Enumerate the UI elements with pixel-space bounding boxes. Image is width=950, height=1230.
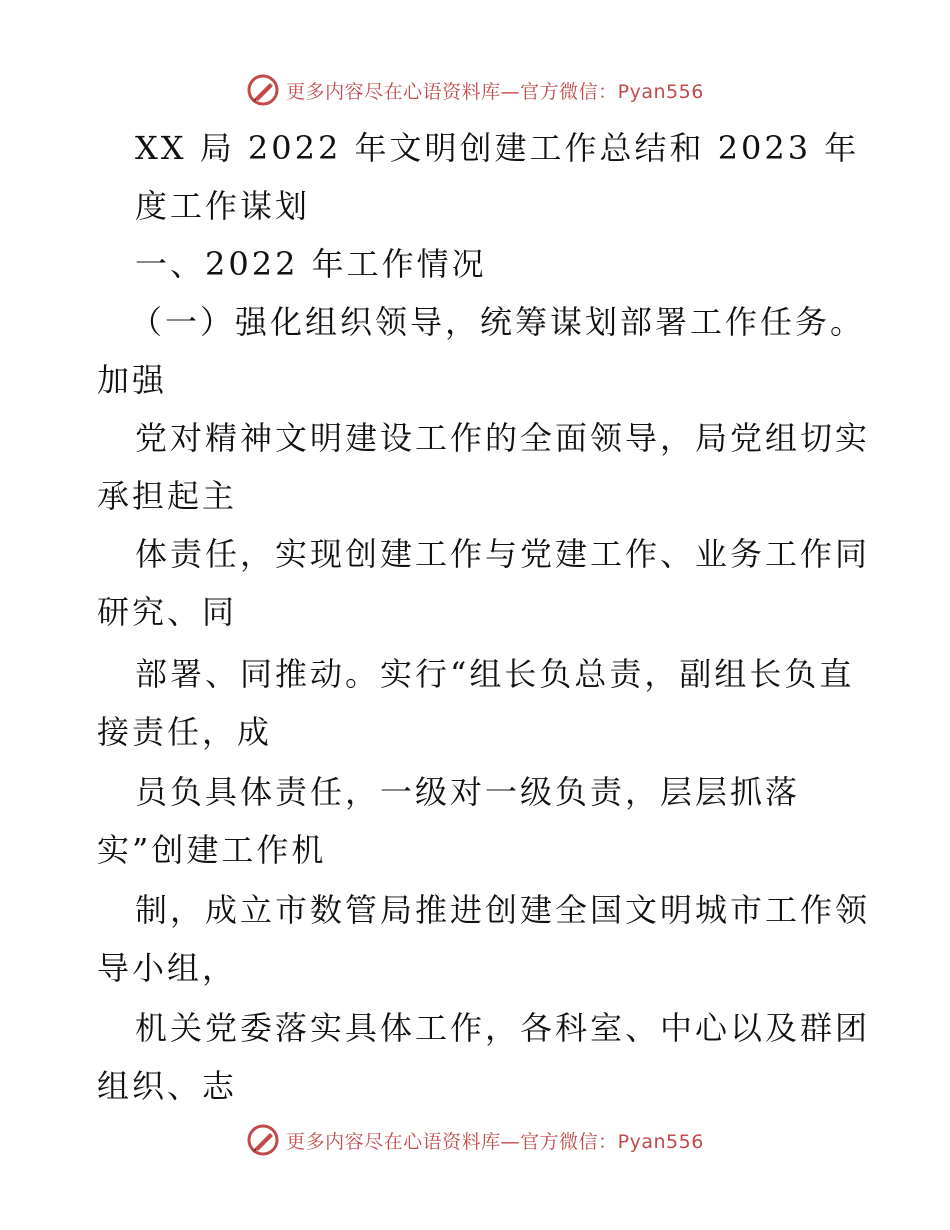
paragraph-line: 接责任，成 bbox=[97, 713, 273, 751]
section-heading: 一、2022 年工作情况 bbox=[135, 245, 487, 283]
paragraph-line: 部署、同推动。实行“组长负总责，副组长负直 bbox=[135, 655, 855, 693]
paragraph-line: （一）强化组织领导，统筹谋划部署工作任务。 bbox=[130, 303, 866, 341]
paragraph-line: 组织、志 bbox=[97, 1067, 238, 1105]
footer-banner bbox=[0, 1120, 950, 1160]
paragraph-line: 党对精神文明建设工作的全面领导，局党组切实 bbox=[135, 419, 871, 457]
paragraph-line: 员负具体责任，一级对一级负责，层层抓落 bbox=[135, 773, 801, 811]
header-banner bbox=[0, 70, 950, 110]
paragraph-line: 加强 bbox=[97, 361, 168, 399]
pen-circle-logo-icon bbox=[246, 1123, 280, 1157]
doc-title-line-2: 度工作谋划 bbox=[135, 187, 311, 225]
paragraph-line: 导小组， bbox=[97, 949, 238, 987]
banner-text: 更多内容尽在心语资料库—官方微信：Pyan556 bbox=[286, 80, 704, 103]
paragraph-line: 研究、同 bbox=[97, 593, 238, 631]
paragraph-line: 体责任，实现创建工作与党建工作、业务工作同 bbox=[135, 535, 871, 573]
pen-circle-logo-icon bbox=[246, 73, 280, 107]
paragraph-line: 制，成立市数管局推进创建全国文明城市工作领 bbox=[135, 891, 871, 929]
doc-title-line-1: XX 局 2022 年文明创建工作总结和 2023 年 bbox=[135, 129, 860, 167]
paragraph-line: 实”创建工作机 bbox=[97, 831, 327, 869]
banner-text: 更多内容尽在心语资料库—官方微信：Pyan556 bbox=[286, 1130, 704, 1153]
paragraph-line: 机关党委落实具体工作，各科室、中心以及群团 bbox=[135, 1009, 871, 1047]
paragraph-line: 承担起主 bbox=[97, 477, 238, 515]
